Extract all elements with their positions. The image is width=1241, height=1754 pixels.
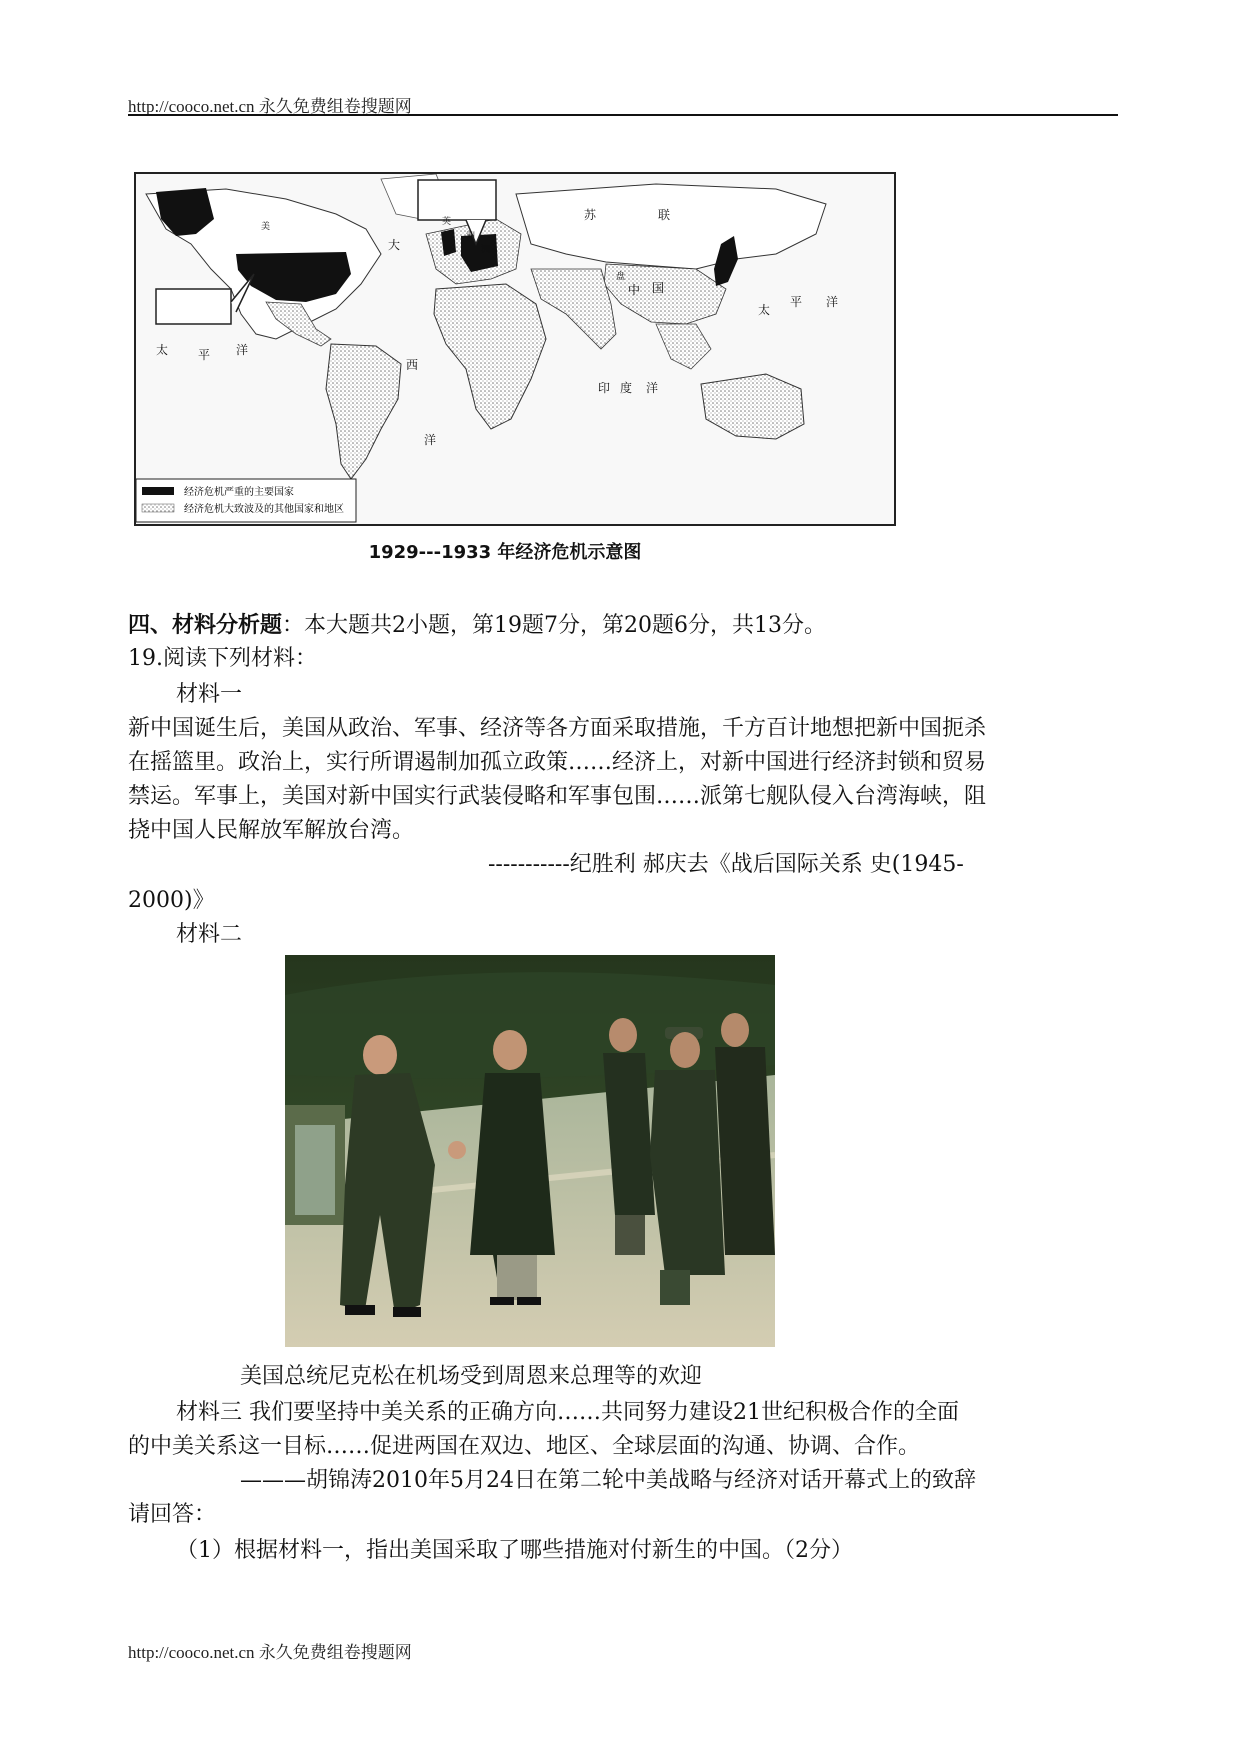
q19-intro: 19.阅读下列材料：	[128, 646, 317, 671]
section-title: 四、材料分析题	[128, 612, 283, 638]
label-tai-left: 太	[156, 343, 169, 357]
section-heading	[128, 608, 826, 643]
photo-illustration	[285, 955, 775, 1347]
label-da: 大	[388, 238, 401, 252]
label-yang-indian: 洋	[646, 381, 659, 395]
label-lian: 联	[658, 208, 671, 222]
legend-swatch-affected	[142, 504, 174, 512]
label-du: 度	[620, 381, 633, 395]
material-1-line: 在摇篮里。政治上，实行所谓遏制加孤立政策……经济上，对新中国进行经济封锁和贸易	[128, 750, 987, 775]
material-1-source: -----------纪胜利 郝庆去《战后国际关系 史(1945-	[488, 852, 964, 877]
label-tai-right: 太	[758, 303, 771, 317]
material-1-line: 新中国诞生后，美国从政治、军事、经济等各方面采取措施，千方百计地想把新中国扼杀	[128, 716, 987, 741]
nixon-zhou-photo	[285, 955, 775, 1347]
label-ping-right: 平	[790, 295, 803, 309]
label-zhou-europe-2: 洲	[481, 245, 491, 255]
legend-label-severe: 经济危机严重的主要国家	[184, 487, 294, 498]
label-mei: 美	[261, 222, 271, 232]
sub-question-1: （1）根据材料一，指出美国采取了哪些措施对付新生的中国。（2分）	[176, 1538, 853, 1563]
label-zhou-europe: 洲	[466, 232, 476, 242]
label-yang-right: 洋	[826, 295, 839, 309]
legend-swatch-severe	[142, 487, 174, 495]
material-1-line: 禁运。军事上，美国对新中国实行武装侵略和军事包围……派第七舰队侵入台湾海峡，阻	[128, 784, 987, 809]
label-yang-left: 洋	[236, 343, 249, 357]
world-map-svg	[136, 174, 894, 524]
material-3-line: 的中美关系这一目标……促进两国在双边、地区、全球层面的沟通、协调、合作。	[128, 1434, 921, 1459]
label-ying: 英	[442, 217, 452, 227]
callout-box-usa	[156, 289, 231, 324]
material-3-source: ———胡锦涛2010年5月24日在第二轮中美战略与经济对话开幕式上的致辞	[240, 1468, 976, 1493]
material-2-title: 材料二	[176, 922, 243, 947]
material-1-title: 材料一	[176, 682, 243, 707]
label-ping-left: 平	[198, 348, 211, 362]
map-legend	[136, 479, 356, 522]
material-1-source-cont: 2000)》	[128, 888, 215, 913]
label-zhong: 中	[628, 283, 641, 297]
label-yang-atlantic: 洋	[424, 433, 437, 447]
section-desc: ：本大题共2小题，第19题7分，第20题6分，共13分。	[282, 613, 826, 638]
page-header: http://cooco.net.cn 永久免费组卷搜题网	[128, 97, 412, 116]
world-map-figure	[134, 172, 896, 526]
callout-box-europe	[418, 180, 496, 220]
answer-prompt: 请回答：	[128, 1502, 217, 1527]
map-caption: 1929---1933 年经济危机示意图	[368, 542, 642, 563]
material-1-line: 挠中国人民解放军解放台湾。	[128, 818, 415, 843]
label-su: 苏	[584, 208, 597, 222]
photo-caption: 美国总统尼克松在机场受到周恩来总理等的欢迎	[240, 1364, 703, 1389]
page-footer: http://cooco.net.cn 永久免费组卷搜题网	[128, 1643, 412, 1662]
header-rule	[128, 114, 1118, 116]
label-xi: 西	[406, 358, 419, 372]
label-guo: 国	[652, 281, 665, 295]
legend-label-affected: 经济危机大致波及的其他国家和地区	[184, 504, 344, 515]
material-3-line: 材料三 我们要坚持中美关系的正确方向……共同努力建设21世纪积极合作的全面	[176, 1400, 959, 1425]
label-pan: 盘	[616, 272, 626, 282]
label-yin: 印	[598, 381, 611, 395]
